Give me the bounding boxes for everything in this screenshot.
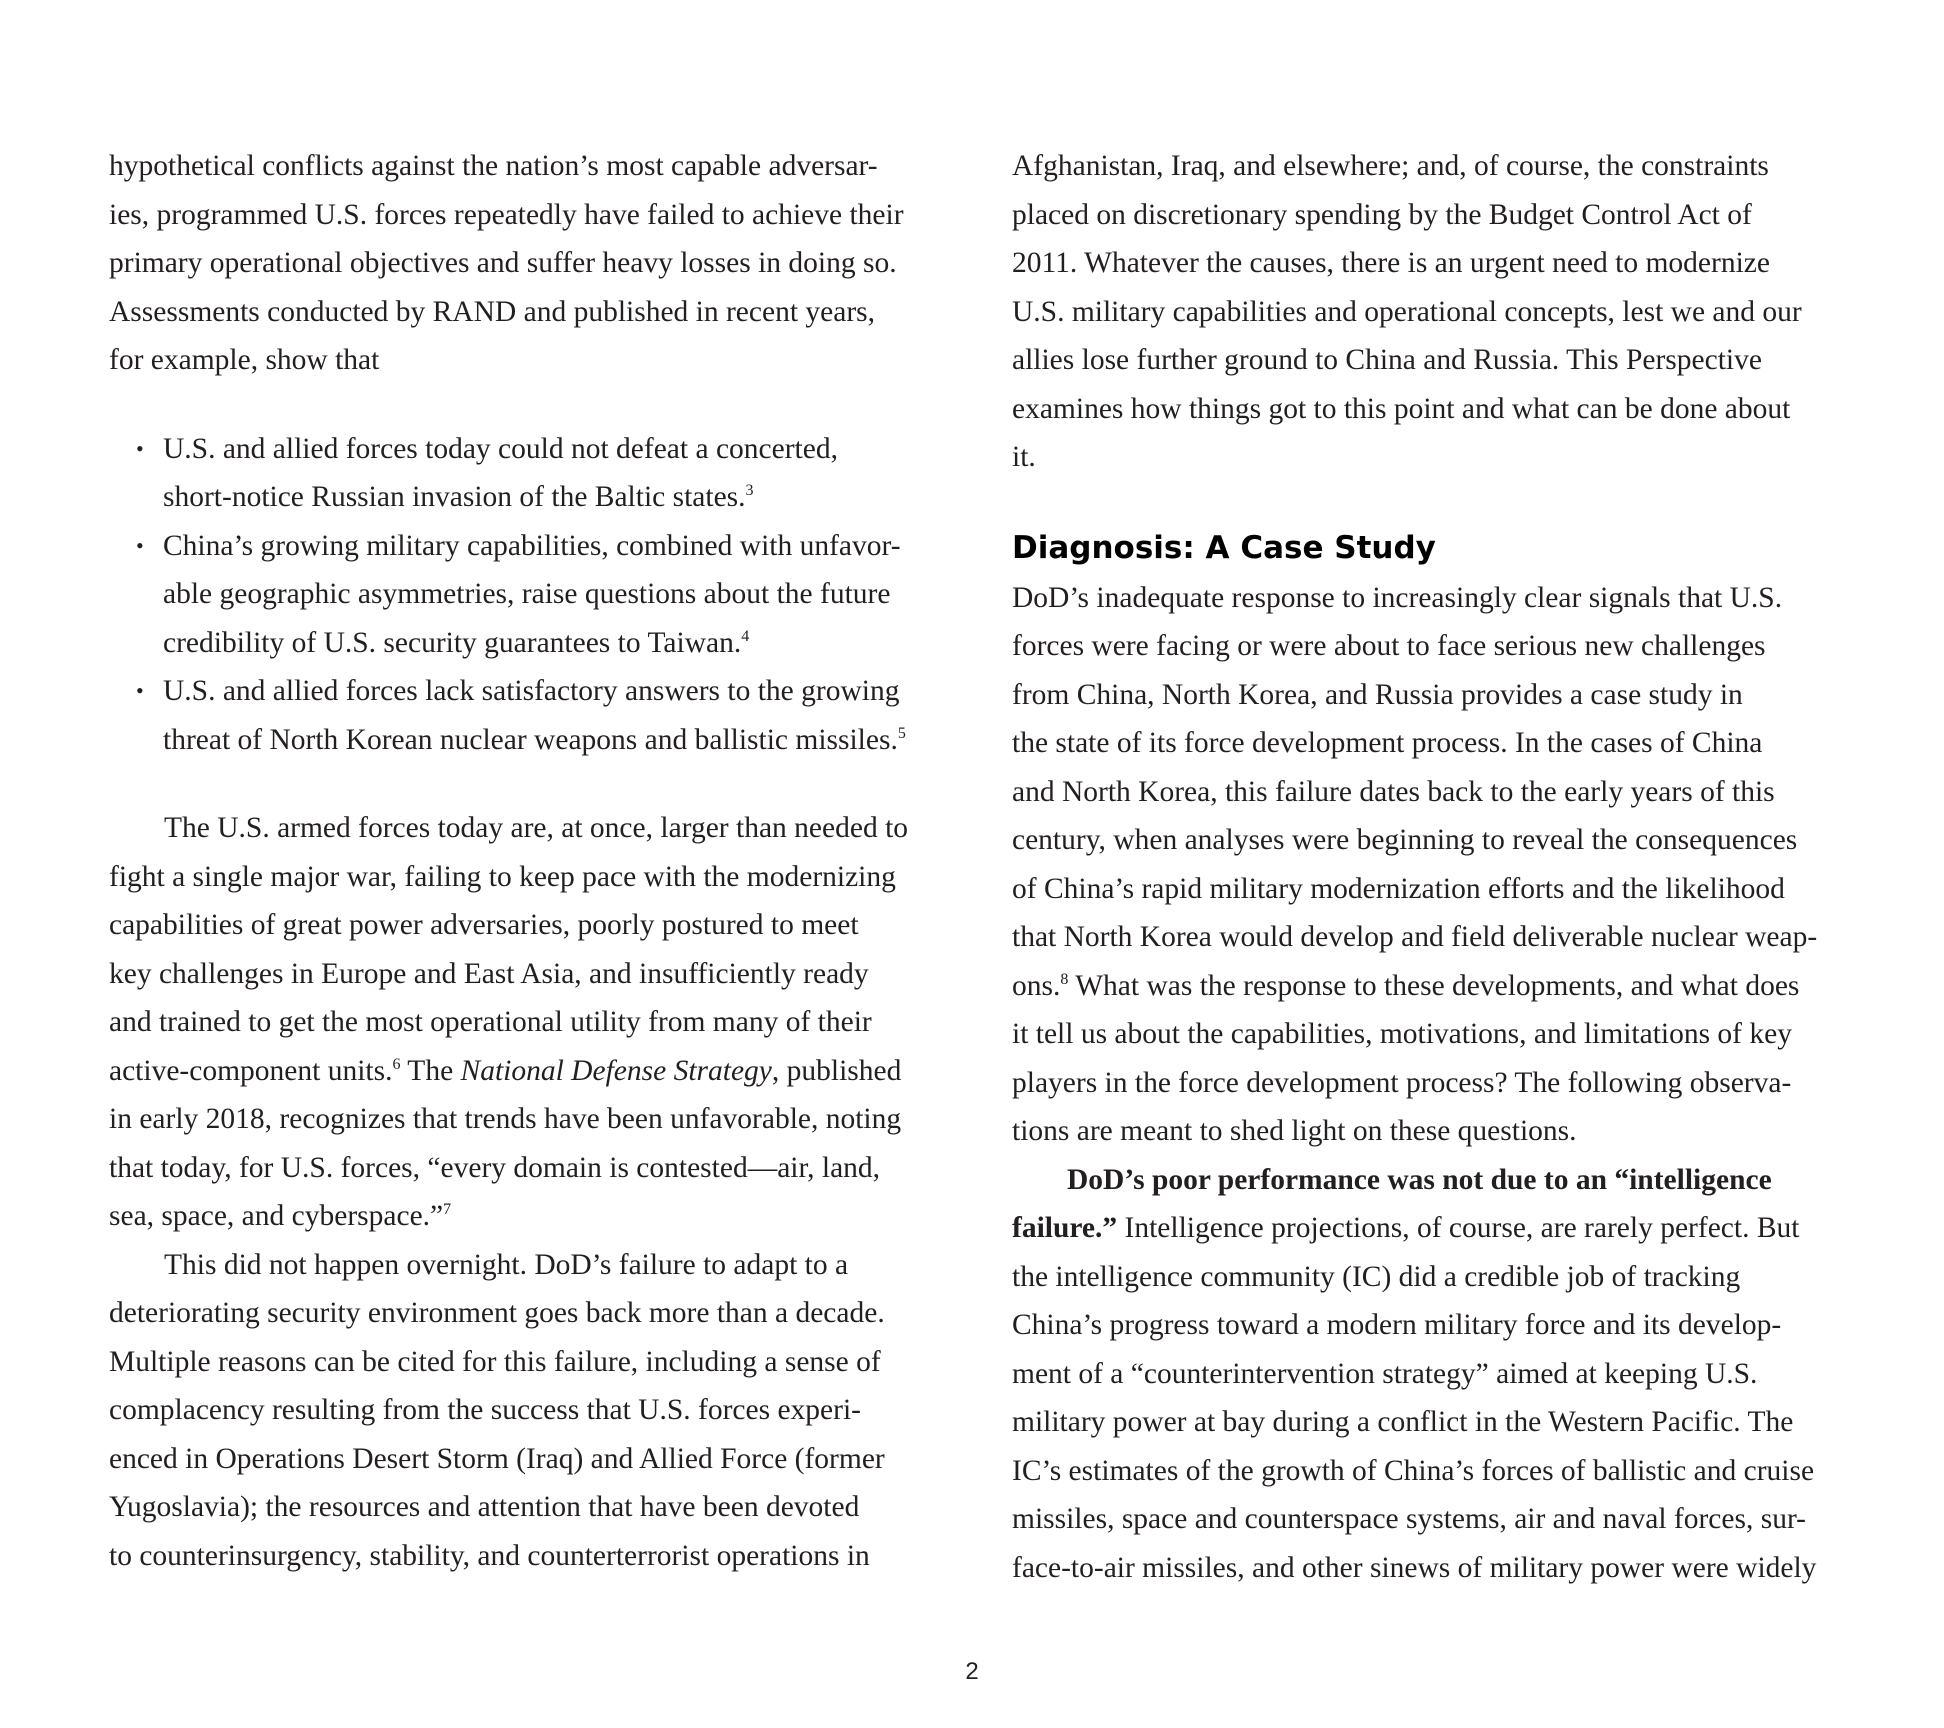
text-line: military power at bay during a conflict in the Western Pacific. The <box>1012 1406 1794 1438</box>
bullet-list <box>109 425 949 765</box>
text-line <box>1012 962 1854 1011</box>
text-span: ons. <box>1012 969 1061 1002</box>
text-span: Intelligence projections, of course, are rarely perfect. But <box>1117 1212 1800 1244</box>
text-line: primary operational objectives and suffer heavy losses in doing so. <box>109 247 897 279</box>
bullet-icon: • <box>136 678 144 703</box>
text-line <box>109 1192 949 1241</box>
paragraph-gap <box>109 385 949 425</box>
text-span: short-notice Russian invasion of the Baltic states. <box>163 481 746 513</box>
text-line: the state of its force development process. In the cases of China <box>1012 727 1763 759</box>
text-line: 2011. Whatever the causes, there is an urgent need to modernize <box>1012 247 1770 279</box>
text-span: , published <box>771 1054 902 1087</box>
section-heading: Diagnosis: A Case Study <box>1012 529 1436 566</box>
text-line: The U.S. armed forces today are, at once, larger than needed to <box>164 812 909 844</box>
right-column <box>1012 142 1854 1592</box>
text-line: able geographic asymmetries, raise questions about the future <box>163 578 891 610</box>
text-line: century, when analyses were beginning to reveal the consequences <box>1012 824 1798 856</box>
text-line: for example, show that <box>109 344 380 376</box>
bullet-item <box>109 522 949 668</box>
text-line: from China, North Korea, and Russia provides a case study in <box>1012 678 1743 711</box>
body-paragraph <box>1012 142 1854 482</box>
text-line: in early 2018, recognizes that trends have been unfavorable, noting <box>109 1103 902 1135</box>
text-line: placed on discretionary spending by the Budget Control Act of <box>1012 198 1752 231</box>
text-line: the intelligence community (IC) did a credible job of tracking <box>1012 1260 1741 1293</box>
text-line <box>1012 1156 1854 1205</box>
text-line: that North Korea would develop and field deliverable nuclear weap- <box>1012 921 1818 953</box>
footnote-ref: 4 <box>741 627 750 645</box>
footnote-ref: 8 <box>1060 970 1069 988</box>
text-line: enced in Operations Desert Storm (Iraq) and Allied Force (former <box>109 1442 885 1475</box>
left-column <box>109 142 949 1580</box>
intro-paragraph <box>109 142 949 385</box>
text-line: hypothetical conflicts against the nation’s most capable adversar- <box>109 150 878 182</box>
body-paragraph <box>1012 1156 1854 1593</box>
text-line: forces were facing or were about to face serious new challenges <box>1012 630 1766 662</box>
body-paragraph <box>109 804 949 1241</box>
text-line <box>163 473 949 522</box>
text-span: credibility of U.S. security guarantees to Taiwan. <box>163 626 742 659</box>
text-line: ment of a “counterintervention strategy” aimed at keeping U.S. <box>1012 1357 1758 1390</box>
text-span: threat of North Korean nuclear weapons and ballistic missiles. <box>163 723 898 756</box>
text-line: allies lose further ground to China and Russia. This Perspective <box>1012 344 1762 376</box>
text-span: sea, space, and cyberspace.” <box>109 1200 444 1232</box>
bullet-icon: • <box>136 532 144 558</box>
body-paragraph <box>1012 574 1854 1156</box>
text-line: Assessments conducted by RAND and published in recent years, <box>109 295 876 328</box>
bold-lead-in: DoD’s poor performance was not due to an “intelligence <box>1067 1163 1772 1196</box>
bold-lead-in: failure.” <box>1012 1212 1118 1244</box>
paragraph-gap <box>1012 482 1854 522</box>
bullet-item <box>109 667 949 764</box>
text-line: China’s growing military capabilities, combined with unfavor- <box>163 529 901 562</box>
text-line: it tell us about the capabilities, motivations, and limitations of key <box>1012 1018 1792 1050</box>
text-line: China’s progress toward a modern military force and its develop- <box>1012 1309 1782 1341</box>
text-line: deteriorating security environment goes back more than a decade. <box>109 1297 885 1329</box>
page-number: 2 <box>965 1658 979 1685</box>
text-line: U.S. and allied forces today could not defeat a concerted, <box>163 432 838 465</box>
text-span: active-component units. <box>109 1054 393 1087</box>
text-line: ies, programmed U.S. forces repeatedly have failed to achieve their <box>109 198 904 231</box>
text-line: that today, for U.S. forces, “every domain is contested—air, land, <box>109 1151 881 1184</box>
text-line: examines how things got to this point and what can be done about <box>1012 392 1791 425</box>
text-span: The <box>400 1054 461 1087</box>
text-line: DoD’s inadequate response to increasingly clear signals that U.S. <box>1012 581 1783 614</box>
text-line: and trained to get the most operational utility from many of their <box>109 1006 872 1038</box>
text-line: key challenges in Europe and East Asia, and insufficiently ready <box>109 957 869 990</box>
footnote-ref: 7 <box>443 1201 452 1218</box>
bullet-icon: • <box>136 435 144 461</box>
document-title-italic: National Defense Strategy <box>460 1054 772 1087</box>
text-line: U.S. and allied forces lack satisfactory answers to the growing <box>163 675 900 707</box>
text-line: tions are meant to shed light on these questions. <box>1012 1115 1577 1147</box>
footnote-ref: 6 <box>392 1055 401 1073</box>
text-span: What was the response to these developments, and what does <box>1068 969 1800 1002</box>
text-line: to counterinsurgency, stability, and counterterrorist operations in <box>109 1539 870 1572</box>
text-line: face-to-air missiles, and other sinews of military power were widely <box>1012 1551 1817 1584</box>
text-line: missiles, space and counterspace systems, air and naval forces, sur- <box>1012 1503 1807 1535</box>
paragraph-gap <box>109 764 949 804</box>
text-line: Yugoslavia); the resources and attention that have been devoted <box>109 1491 860 1523</box>
footnote-ref: 5 <box>897 724 906 742</box>
text-line <box>109 1047 949 1096</box>
text-line: IC’s estimates of the growth of China’s forces of ballistic and cruise <box>1012 1454 1815 1487</box>
text-line: This did not happen overnight. DoD’s failure to adapt to a <box>164 1248 849 1281</box>
text-line: U.S. military capabilities and operational concepts, lest we and our <box>1012 295 1802 328</box>
text-line: of China’s rapid military modernization efforts and the likelihood <box>1012 872 1785 905</box>
text-line: complacency resulting from the success that U.S. forces experi- <box>109 1394 861 1426</box>
text-line: and North Korea, this failure dates back to the early years of this <box>1012 775 1775 808</box>
footnote-ref: 3 <box>745 482 754 499</box>
text-line: players in the force development process? The following observa- <box>1012 1066 1792 1099</box>
text-line: it. <box>1012 441 1036 473</box>
text-line <box>163 716 949 765</box>
text-line: fight a single major war, failing to keep pace with the modernizing <box>109 860 896 893</box>
body-paragraph <box>109 1241 949 1581</box>
text-line: capabilities of great power adversaries, poorly postured to meet <box>109 909 859 941</box>
bullet-item <box>109 425 949 522</box>
text-line <box>1012 1204 1854 1253</box>
text-line: Multiple reasons can be cited for this failure, including a sense of <box>109 1345 881 1378</box>
text-line <box>163 619 949 668</box>
text-line: Afghanistan, Iraq, and elsewhere; and, of course, the constraints <box>1012 150 1769 182</box>
